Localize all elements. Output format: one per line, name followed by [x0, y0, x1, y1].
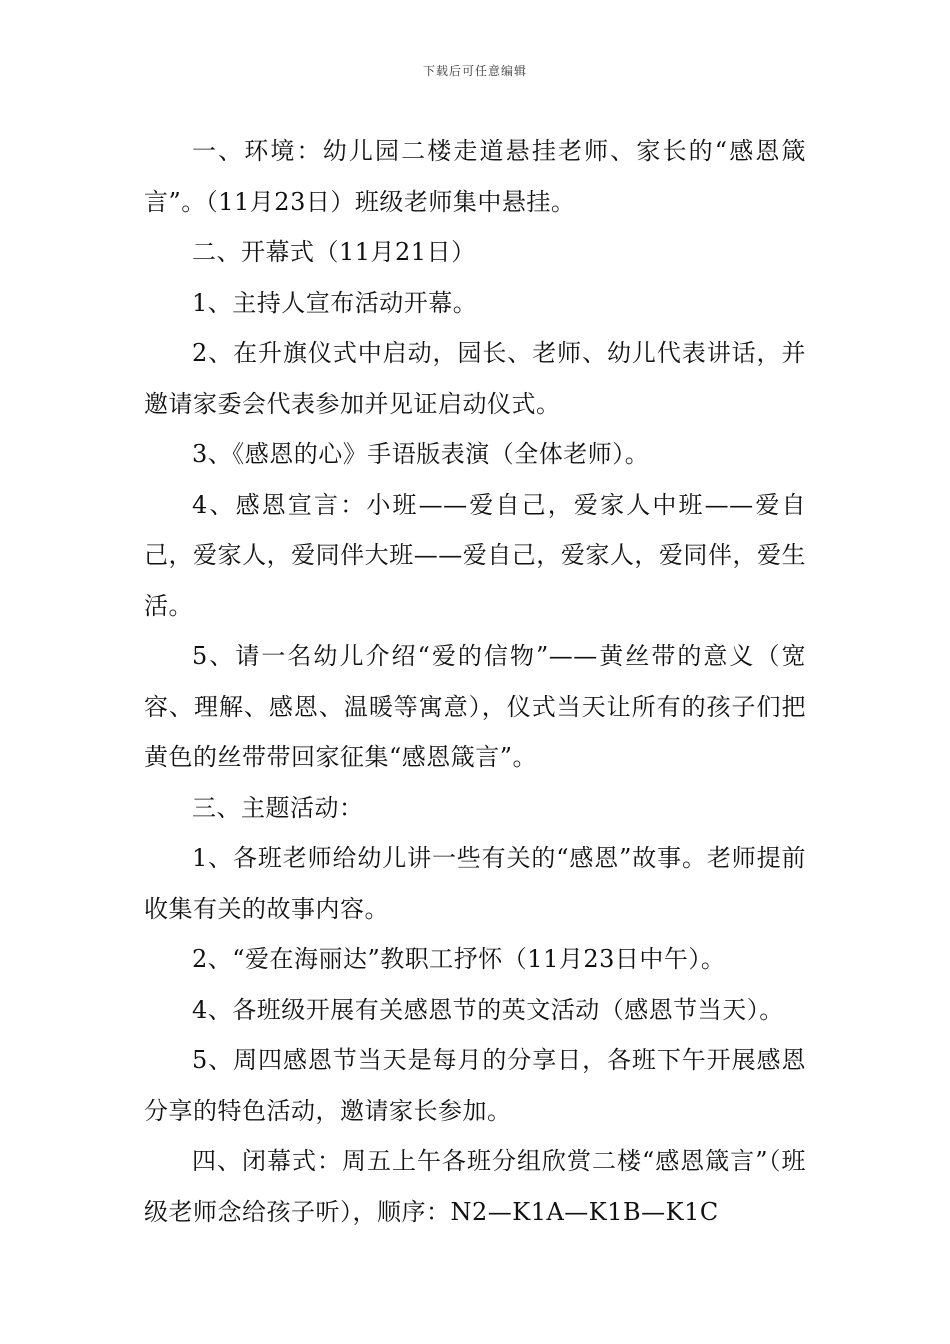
paragraph-opening-4: 4、感恩宣言：小班——爱自己，爱家人中班——爱自己，爱家人，爱同伴大班——爱自己，爱家人，爱同伴，爱生活。 — [144, 490, 806, 620]
paragraph-opening-1: 1、主持人宣布活动开幕。 — [192, 288, 478, 317]
paragraph-opening-title: 二、开幕式（11月21日） — [192, 238, 476, 266]
paragraph-theme-2: 2、“爱在海丽达”教职工抒怀（11月23日中午）。 — [192, 945, 726, 973]
paragraph-opening-3: 3、《感恩的心》手语版表演（全体老师）。 — [192, 440, 650, 468]
paragraph-environment: 一、环境：幼儿园二楼走道悬挂老师、家长的“感恩箴言”。（11月23日）班级老师集中悬挂。 — [144, 137, 806, 216]
paragraph-opening-2: 2、在升旗仪式中启动，园长、老师、幼儿代表讲话，并邀请家委会代表参加并见证启动仪式。 — [144, 339, 806, 418]
paragraph-theme-title: 三、主题活动： — [192, 793, 364, 822]
paragraph-theme-1: 1、各班老师给幼儿讲一些有关的“感恩”故事。老师提前收集有关的故事内容。 — [144, 844, 806, 923]
paragraph-opening-5: 5、请一名幼儿介绍“爱的信物”——黄丝带的意义（宽容、理解、感恩、温暖等寓意），仪式当天让所有的孩子们把黄色的丝带带回家征集“感恩箴言”。 — [144, 642, 806, 771]
paragraph-theme-5: 5、周四感恩节当天是每月的分享日，各班下午开展感恩分享的特色活动，邀请家长参加。 — [144, 1046, 806, 1125]
page-header: 下载后可任意编辑 — [422, 64, 527, 78]
paragraph-theme-4: 4、各班级开展有关感恩节的英文活动（感恩节当天）。 — [192, 995, 784, 1024]
document-body — [144, 126, 806, 1237]
paragraph-closing: 四、闭幕式：周五上午各班分组欣赏二楼“感恩箴言”（班级老师念给孩子听），顺序：N2—K1A—K1B—K1C — [144, 1147, 806, 1226]
